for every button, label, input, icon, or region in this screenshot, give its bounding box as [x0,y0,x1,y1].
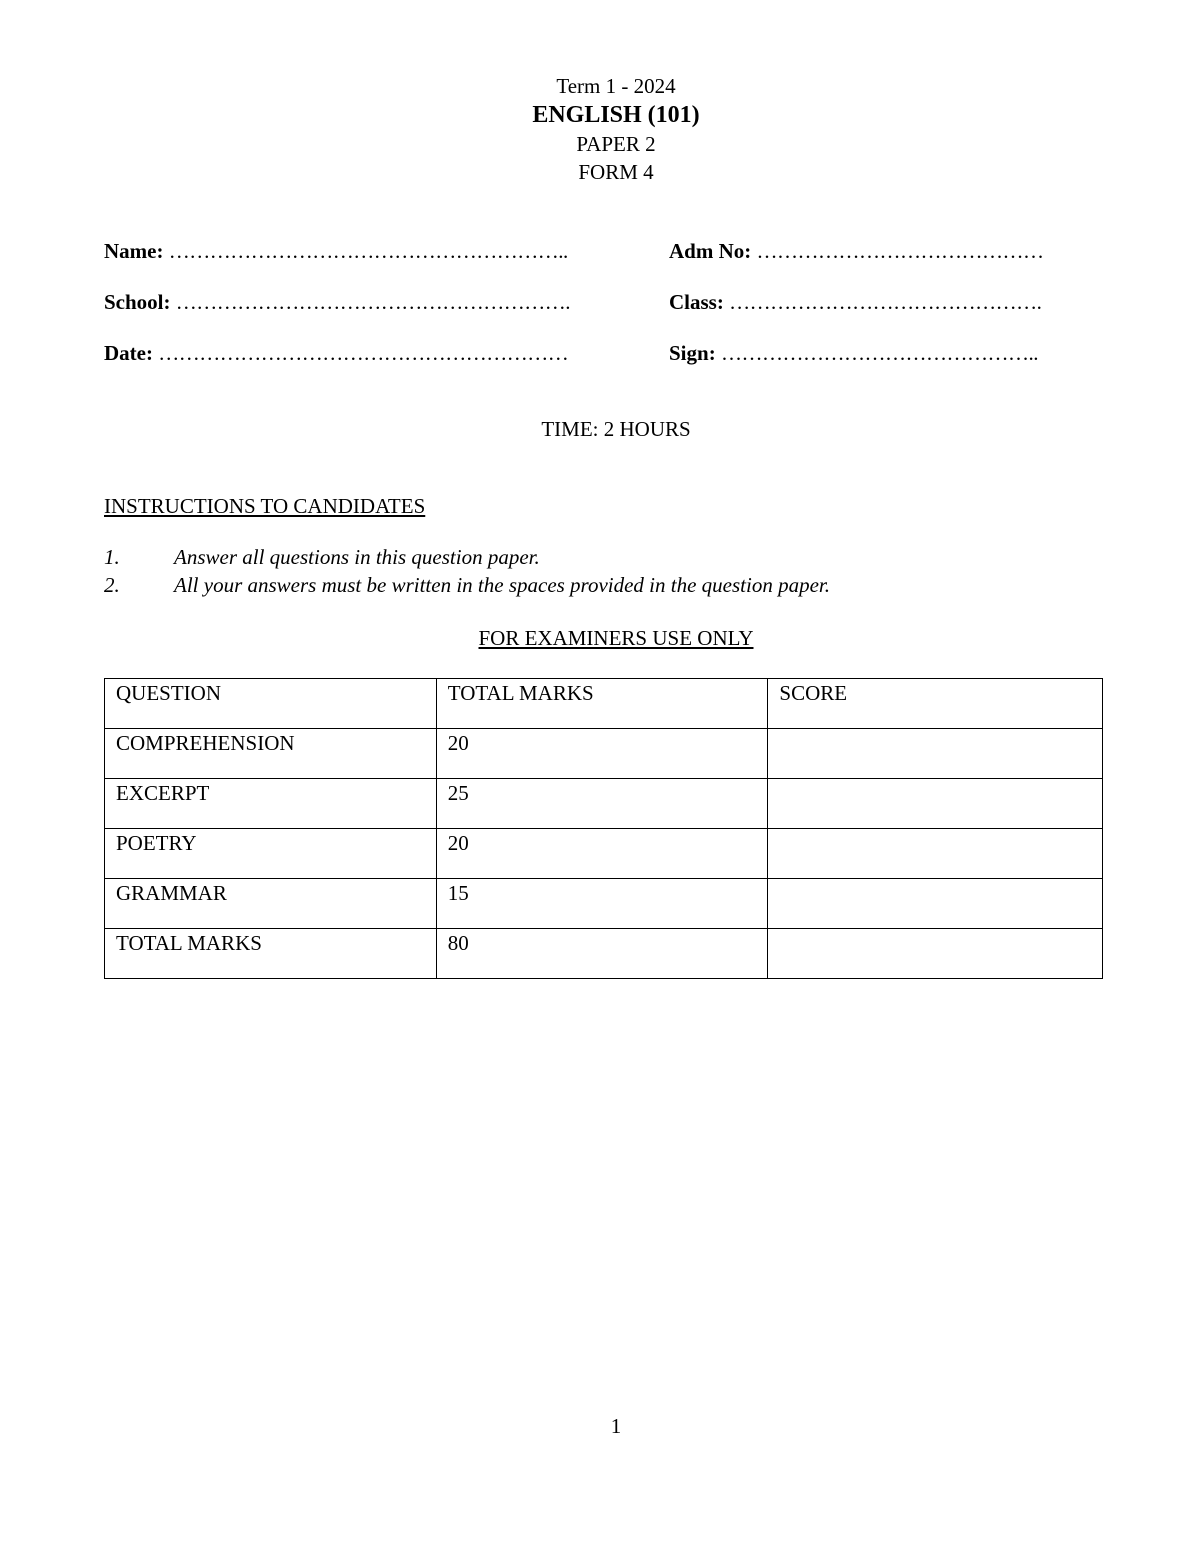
class-field[interactable] [669,290,1041,315]
date-field[interactable] [104,341,568,366]
sign-label: Sign: [669,341,716,365]
table-header-row [105,679,1103,729]
sign-dots: ……………………………………….. [720,341,1038,365]
table-row [105,829,1103,879]
table-row [105,779,1103,829]
score-cell[interactable] [768,929,1103,979]
class-dots: ………………………………………. [729,290,1042,314]
adm-no-label: Adm No: [669,239,752,263]
adm-no-field[interactable] [669,239,1044,264]
table-row [105,729,1103,779]
examiners-heading: FOR EXAMINERS USE ONLY [478,626,754,650]
question-cell: POETRY [105,829,437,879]
total-marks-cell: 80 [436,929,768,979]
marks-table [104,678,1103,979]
question-cell: TOTAL MARKS [105,929,437,979]
question-cell: EXCERPT [105,779,437,829]
instruction-text: Answer all questions in this question paper. [174,545,540,569]
score-cell[interactable] [768,879,1103,929]
column-header-question: QUESTION [105,679,437,729]
adm-no-dots: …………………………………… [756,239,1044,263]
total-marks-cell: 15 [436,879,768,929]
date-dots: …………………………………………………… [158,341,569,365]
school-label: School: [104,290,171,314]
instruction-text: All your answers must be written in the spaces provided in the question paper. [174,573,830,597]
date-label: Date: [104,341,153,365]
instruction-number: 1. [104,545,120,569]
paper-line: PAPER 2 [576,132,656,156]
score-cell[interactable] [768,729,1103,779]
instruction-number: 2. [104,573,120,597]
school-dots: …………………………………………………. [175,290,571,314]
score-cell[interactable] [768,829,1103,879]
table-row [105,879,1103,929]
form-line: FORM 4 [578,160,654,184]
class-label: Class: [669,290,724,314]
column-header-total-marks: TOTAL MARKS [436,679,768,729]
time-allowed: TIME: 2 HOURS [541,417,691,441]
score-cell[interactable] [768,779,1103,829]
instructions-heading: INSTRUCTIONS TO CANDIDATES [104,494,426,518]
question-cell: GRAMMAR [105,879,437,929]
school-field[interactable] [104,290,570,315]
name-dots: ………………………………………………….. [168,239,568,263]
total-marks-cell: 20 [436,729,768,779]
total-marks-cell: 20 [436,829,768,879]
page-number: 1 [610,1414,622,1438]
name-label: Name: [104,239,164,263]
table-row [105,929,1103,979]
sign-field[interactable] [669,341,1038,366]
name-field[interactable] [104,239,568,264]
term-line: Term 1 - 2024 [556,74,676,98]
question-cell: COMPREHENSION [105,729,437,779]
column-header-score: SCORE [768,679,1103,729]
total-marks-cell: 25 [436,779,768,829]
subject-title: ENGLISH (101) [532,102,700,128]
